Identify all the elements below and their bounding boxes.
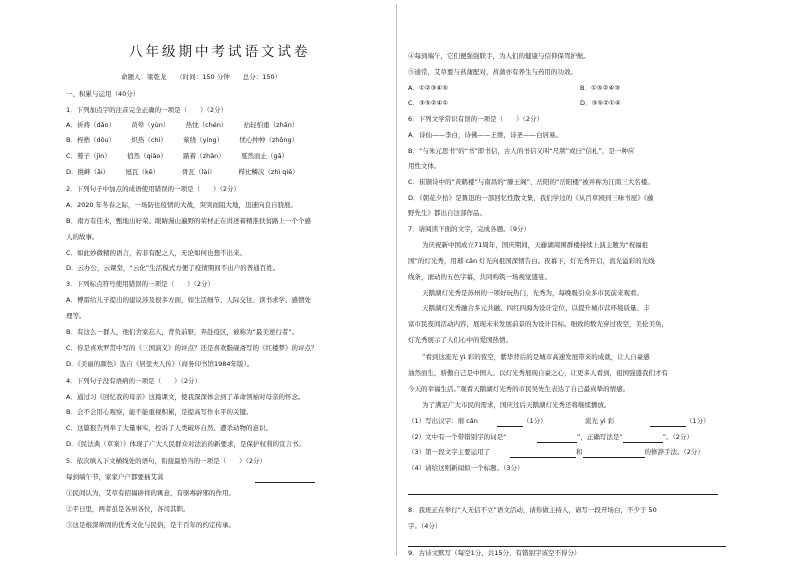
left-text-line: 2．下列句子中加点的成语使用错误的一项是（ ）（2分） [66,185,241,193]
left-text-line: B．有这么一群人，他们舍家忘人，背负前驱，奔赴疫区，被称为“最美逆行者”。 [66,328,299,336]
left-text-line: A．2020 年冬春之际，一场防住疫情的大战，突突而阻大地，迅速向良自骁展。 [66,201,298,209]
q7-3-mid: 和 [576,448,583,456]
right-text-line: （1）写出汉字：璀 cǎn [408,417,478,425]
right-text-line: 天鹅湖灯光秀是苏州的一项好玩热门，光秀为，每晚吸引众多市民前来观看。 [422,289,643,297]
left-text-line: ③这是根深蒂固的优秀文化与民俗，是千百年的约定传承。 [66,521,235,529]
left-text-line: A．通过习《回忆我的母亲》这篇课文，使我深深体会到了革命领袖对母亲的怀念。 [66,393,305,401]
q7-3-end: 的修辞手法。（2分） [644,448,704,456]
left-text-line: ②平日里，两者虽是各居各位，各司其职。 [66,505,190,513]
left-text-line: C．你是喜欢罗贯中写的《三国演义》的评点？还是喜欢脂砚斋写的《红楼梦》的评点？ [66,344,318,352]
left-text-line: 每到端午节，家家户户都要插艾蒿 [66,473,164,481]
left-text-line: C．这篇报告列举了大量事实，控诉了人类破坏自然、遭杀动物的意识。 [66,424,273,432]
left-column [66,8,391,556]
q5-answer-blank[interactable] [255,472,315,483]
q7-1-score-a: （1分） [523,417,547,425]
left-text-line: 八年级期中考试语文试卷 [129,44,311,60]
right-text-line: 天鹅湖灯光秀融合多元共融、四红四海为设计定位，以提升城市营环境质量、丰 [422,304,650,312]
right-text-line: ④每到端午，它们便强强联手，为人们的健康与信仰保驾护航。 [408,52,590,60]
right-text-line: C．③⑤②④① [408,99,449,107]
right-text-line: B．①⑤②④③ [580,84,621,92]
right-text-line: 字。（4分） [408,522,442,530]
right-text-line: D．③⑤②①④ [580,99,621,107]
right-text-line: 线条，滚动的五色字幕，共同构筑一场视觉盛宴。 [408,273,551,281]
q7-4-answer-line[interactable] [408,494,718,495]
right-text-line: B．“与朱元思书”的“书”即书信，古人的书信又叫“尺牍”或曰“信札”，是一种应 [408,147,635,155]
right-text-line: （2）文中有一个带错别字的词是“ [408,433,507,441]
q7-2-mid: ”，正确写法是“ [577,433,623,441]
right-text-line: 为庆祝新中国成立71周年，国庆期间，天藤湖周围群楼持续上演主题为“祝福祖 [422,241,649,249]
right-text-line: ⑤通常，艾草要与菖蒲配对，菖蒲亦有养生与药用的功效。 [408,68,577,76]
q7-1-score-b: （1分） [686,417,710,425]
right-text-line: 油然而生，骄傲自己是中国人。以灯光秀展现自豪之心，让更多人看到，祖国强盛我们才有 [408,369,668,377]
left-text-line: D．《民法典（草案）》体现了广大人民群众对法治的新要求，是保护权利的宣言书。 [66,440,306,448]
left-text-line: ①民间认为，艾草有招福辟祥的寓意，有驱毒辟邪的作用。 [66,489,235,497]
left-text-line: A．傅雷给儿子提出的建议涉及很多方面，如生活细节、人际交往、读书求学、感情处 [66,296,311,304]
q7-3-blanks[interactable] [510,447,704,458]
left-text-line: D．挑衅（ǎi） 屋瓦（kē） 骨瓦（lài） 栉比鳞次（zhì qiě） [66,168,299,176]
right-text-line: （4）请给这则新闻拟一个标题。（3分） [408,464,524,472]
right-text-line: 灯光秀展示了人们心中的爱国热情。 [408,336,512,344]
right-text-line: 野先生》都出自这部作品。 [408,209,486,217]
right-text-line: A．诗仙——李白，诗佛——王维，诗圣——白居易。 [408,131,562,139]
left-text-line: 一、积累与运用（40分） [66,90,140,98]
left-text-line: A．祈祷（dǎo） 黄晕（yùn） 热忱（chén） 拈轻怕重（zhān） [66,121,299,129]
right-text-line: （3）第一段文字主要运用了 [408,448,491,456]
right-column [400,8,730,556]
left-text-line: D．《美丽的颜色》选自《居里夫人传》（商务印书馆1984年版）。 [66,360,254,368]
right-text-line: 6．下列文学常识有误的一项是（ ）（2分） [408,115,544,123]
right-text-line: “看到这流光 yì 彩的夜空，紫华背后的是城市高速发展带来的成就，让人自豪感 [422,353,650,361]
right-text-line: 流光 yì 彩 [585,417,615,425]
left-text-line: C．如此妙微精的语言，若非有配之人，无论如何也想不出来。 [66,249,247,257]
left-text-line: 4．下列句子没有语病的一项是（ ）（2分） [66,377,202,385]
q7-2-blanks[interactable] [537,432,693,443]
right-text-line: A．①②③④⑤ [408,84,449,92]
left-text-line: B．桎梏（dǒu） 炽热（chì） 萦绕（yíng） 忧心忡忡（zhōng） [66,136,299,144]
left-text-line: 1．下列加点字的注音完全正确的一项是（ ）（2分） [66,106,228,114]
left-text-line: 命题人：梁乾龙 （时间：150 分钟 总分：150） [121,73,282,81]
right-text-line: 富市民夜间活动内容，展现未来发展前景的为设计目标。细致的数光穿过夜空，美伦美奂， [408,320,668,328]
q7-2-end: ”。（2分） [662,433,694,441]
right-text-line: 国”的灯光秀，用璀 cǎn 灯光向祖国深情告白。夜幕下，灯光秀开启，流光溢彩的光线 [408,257,655,265]
right-text-line: 用性文体。 [408,162,441,170]
column-divider [396,4,397,556]
right-text-line: 今天的幸福生活。”观看天鹅湖灯光秀的市民吴先生表达了自己最真挚的情感。 [408,385,630,393]
left-text-line: D．云办公，云课堂，“云化”生活模式方便了疫情期间不出户的普通百姓。 [66,264,280,272]
left-text-line: 理等。 [66,312,86,320]
q8-answer-line[interactable] [408,546,726,547]
right-text-line: 9．古诗文默写（每空1分，共15分，有错别字该空不得分） [408,549,581,557]
q7-1-blank-b[interactable] [650,416,710,427]
right-text-line: 8．我班正在举行“人无信不立”语文活动，请你做主持人，请写一段开场白，不少于 50 [408,506,657,514]
left-text-line: 5．依次填入下文横线处的语句，衔接最恰当的一项是（ ）（2分） [66,457,267,465]
left-text-line: B．南方有佳木，甄地出好荣。眼睛漫山遍野的荣材正在讲述着精准扶贫路上一个个感 [66,217,311,225]
left-text-line: C．蓦子（jìn） 俏然（qiǎo） 踮着（zhǎn） 戛然而止（gā） [66,152,289,160]
right-text-line: 7．请阅读下面的文字，完成各题。（9分） [408,225,531,233]
q7-1-blank-a[interactable] [497,416,547,427]
left-text-line: B．会不会用心观察，能不能重视积累，是提高写作水平的关键。 [66,408,253,416]
left-text-line: 人的故事。 [66,233,99,241]
left-text-line: 3．下列标点符号使用错误的一项是（ ）（2分） [66,280,215,288]
right-text-line: D．《朝花夕拾》是鲁迅的一部回忆性散文集，我们学过的《从百草园到三味书屋》《藤 [408,194,654,202]
right-text-line: 为了满足广大市民的需求，国庆过后天鹅湖灯光秀还将继续播放。 [422,401,611,409]
right-text-line: C．崔颢诗中的“黄鹤楼”与南昌的“滕王阁”、岳阳的“岳阳楼”被并称为江南三大名楼。 [408,178,654,186]
